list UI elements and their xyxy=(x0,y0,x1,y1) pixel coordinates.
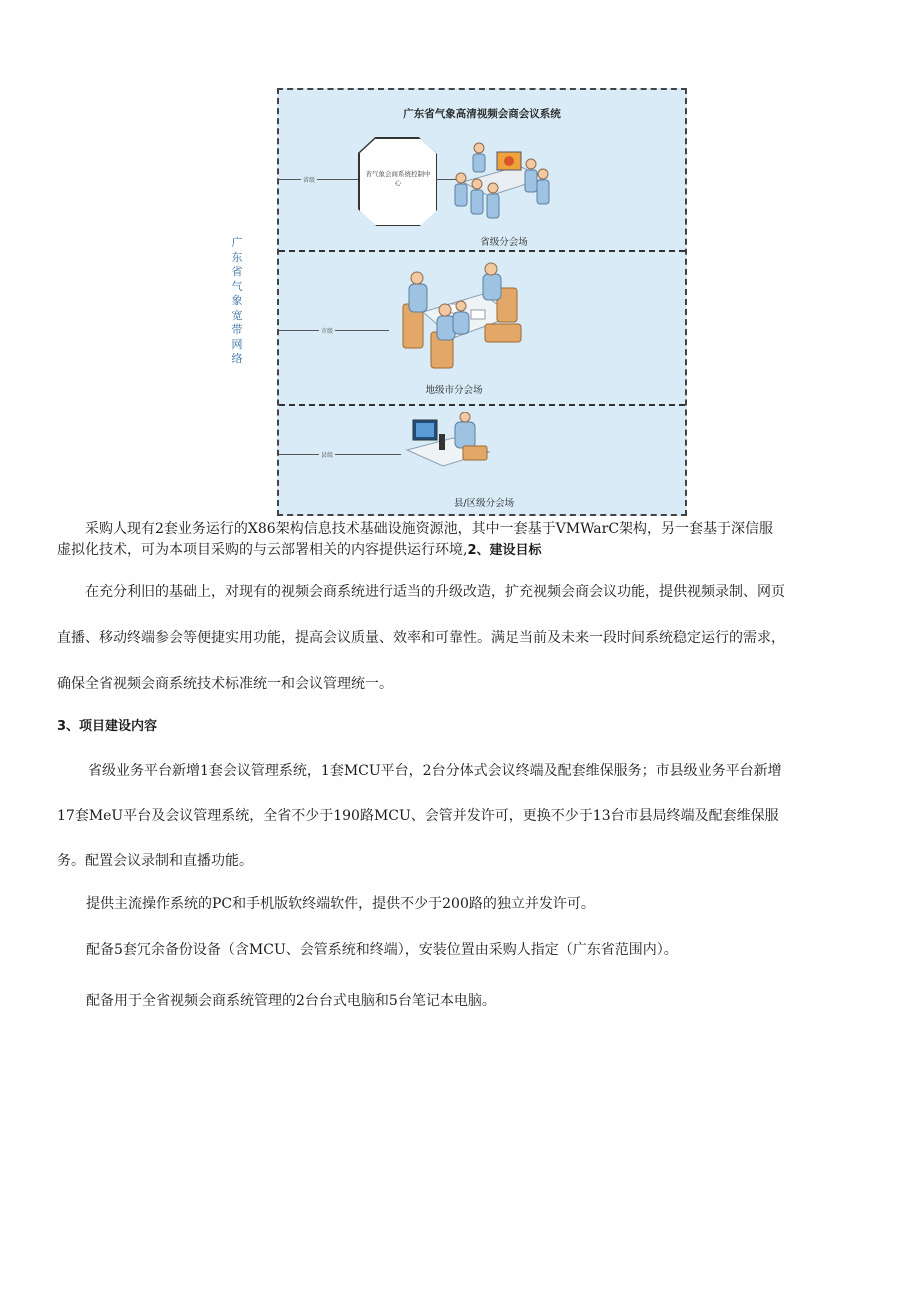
goal-line-1: 在充分利旧的基础上，对现有的视频会商系统进行适当的升级改造，扩充视频会商会议功能，提供视频录制、网页 xyxy=(85,584,785,600)
intro-paragraph xyxy=(57,519,863,561)
content-paragraph-softclient: 提供主流操作系统的PC和手机版软终端软件，提供不少于200路的独立并发许可。 xyxy=(86,896,595,912)
city-meeting-illustration xyxy=(393,262,529,370)
county-meeting-illustration xyxy=(403,412,493,476)
venue-label-provincial: 省级分会场 xyxy=(480,237,528,248)
goal-line-3: 确保全省视频会商系统技术标准统一和会议管理统一。 xyxy=(57,676,393,692)
tier-divider xyxy=(279,404,685,406)
venue-label-city: 地级市分会场 xyxy=(425,385,483,396)
content-paragraph-computers: 配备用于全省视频会商系统管理的2台台式电脑和5台笔记本电脑。 xyxy=(86,993,496,1009)
venue-label-county: 县/区级分会场 xyxy=(453,498,515,509)
network-link xyxy=(279,454,401,455)
tier-tag-city: 市级 xyxy=(321,328,334,335)
intro-line-2-text: 虚拟化技术，可为本项目采购的与云部署相关的内容提供运行环境, xyxy=(57,542,468,558)
tier-divider xyxy=(279,250,685,252)
tier-tag-provincial: 省级 xyxy=(303,177,316,184)
provincial-meeting-illustration xyxy=(449,130,553,226)
network-side-label: 广东省气象宽带网络 xyxy=(231,236,243,365)
content-line-2: 17套MeU平台及会议管理系统，全省不少于190路MCU、会管并发许可，更换不少于13台市县局终端及配套维保服 xyxy=(57,808,779,824)
network-diagram xyxy=(277,88,687,516)
diagram-title: 广东省气象高清视频会商会议系统 xyxy=(403,108,561,120)
intro-line-2 xyxy=(57,540,863,561)
content-line-3: 务。配置会议录制和直播功能。 xyxy=(57,853,253,869)
section-3-heading: 3、项目建设内容 xyxy=(57,719,158,734)
content-paragraph-backup: 配备5套冗余备份设备（含MCU、会管系统和终端），安装位置由采购人指定（广东省范围内）。 xyxy=(86,942,678,958)
tier-tag-county: 县级 xyxy=(321,452,334,459)
section-2-heading: 2、建设目标 xyxy=(467,543,542,558)
goal-line-2: 直播、移动终端参会等便捷实用功能，提高会议质量、效率和可靠性。满足当前及未来一段时间系统稳定运行的需求， xyxy=(57,630,785,646)
network-link xyxy=(279,179,359,180)
intro-line-1: 采购人现有2套业务运行的X86架构信息技术基础设施资源池，其中一套基于VMWarC架构，另一套基于深信服 xyxy=(85,521,774,537)
content-line-1: 省级业务平台新增1套会议管理系统，1套MCU平台，2台分体式会议终端及配套维保服务；市县级业务平台新增 xyxy=(88,763,782,779)
control-center-label: 省气象会商系统控制中心 xyxy=(365,170,431,187)
